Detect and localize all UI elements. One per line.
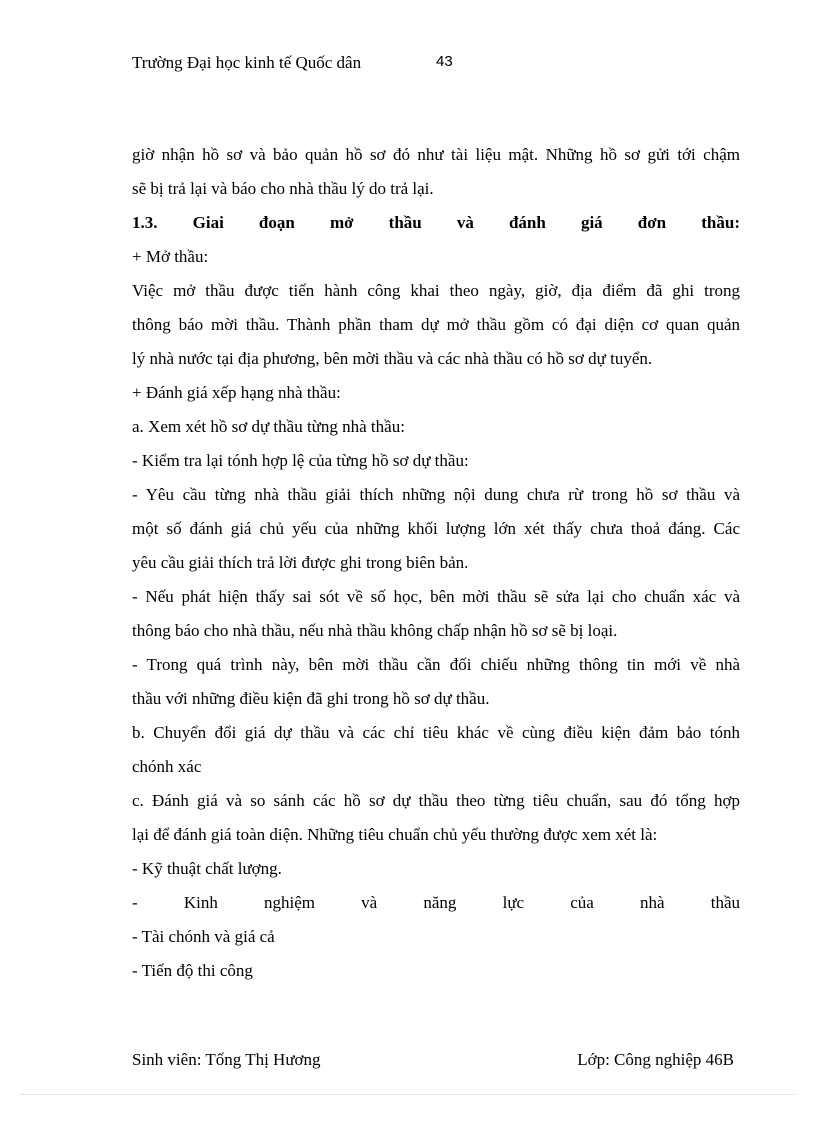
text-line: a. Xem xét hồ sơ dự thầu từng nhà thầu:	[132, 417, 405, 436]
text-line: thông báo mời thầu. Thành phần tham dự mở thầu gồm có đại diện cơ quan quản	[132, 315, 740, 334]
list-item: - Kỹ thuật chất lượng.	[132, 859, 282, 878]
list-item: - Tài chónh và giá cả	[132, 927, 275, 946]
page-bottom-divider	[20, 1094, 796, 1095]
text-line: b. Chuyển đổi giá dự thầu và các chỉ tiêu khác về cùng điều kiện đảm bảo tónh	[132, 723, 740, 742]
text-line: thầu với những điều kiện đã ghi trong hồ sơ dự thầu.	[132, 689, 490, 708]
text-line: Việc mở thầu được tiến hành công khai theo ngày, giờ, địa điểm đã ghi trong	[132, 281, 740, 300]
text-line: yêu cầu giải thích trả lời được ghi trong biên bản.	[132, 553, 469, 572]
text-line: + Mở thầu:	[132, 247, 209, 266]
text-line: thông báo cho nhà thầu, nếu nhà thầu không chấp nhận hồ sơ sẽ bị loại.	[132, 621, 618, 640]
footer-class-name: Lớp: Công nghiệp 46B	[577, 1050, 734, 1069]
text-line: - Trong quá trình này, bên mời thầu cần đối chiếu những thông tin mới về nhà	[132, 655, 740, 674]
text-line: chónh xác	[132, 757, 202, 776]
text-line: lại để đánh giá toàn diện. Những tiêu chuẩn chủ yếu thường được xem xét là:	[132, 825, 658, 844]
footer-student-name: Sinh viên: Tống Thị Hương	[132, 1050, 321, 1069]
text-line: - Yêu cầu từng nhà thầu giải thích những nội dung chưa rừ trong hồ sơ thầu và	[132, 485, 740, 504]
text-line: lý nhà nước tại địa phương, bên mời thầu và các nhà thầu có hồ sơ dự tuyển.	[132, 349, 653, 368]
header-school-name: Trường Đại học kinh tế Quốc dân	[132, 53, 362, 72]
text-line: giờ nhận hồ sơ và bảo quản hồ sơ đó như tài liệu mật. Những hồ sơ gửi tới chậm	[132, 145, 740, 164]
text-line: + Đánh giá xếp hạng nhà thầu:	[132, 383, 341, 402]
list-item: - Kinh nghiệm và năng lực của nhà thầu	[132, 893, 740, 912]
text-line: - Kiểm tra lại tónh hợp lệ của từng hồ sơ dự thầu:	[132, 451, 469, 470]
text-line: sẽ bị trả lại và báo cho nhà thầu lý do trả lại.	[132, 179, 434, 198]
section-heading: 1.3. Giai đoạn mở thầu và đánh giá đơn thầu:	[132, 213, 740, 232]
page-number: 43	[436, 53, 453, 70]
list-item: - Tiến độ thi công	[132, 961, 253, 980]
text-line: c. Đánh giá và so sánh các hồ sơ dự thầu theo từng tiêu chuẩn, sau đó tổng hợp	[132, 791, 740, 810]
body-text	[132, 138, 740, 988]
text-line: - Nếu phát hiện thấy sai sót về số học, bên mời thầu sẽ sửa lại cho chuẩn xác và	[132, 587, 740, 606]
text-line: một số đánh giá chủ yếu của những khối lượng lớn xét thấy chưa thoả đáng. Các	[132, 519, 740, 538]
